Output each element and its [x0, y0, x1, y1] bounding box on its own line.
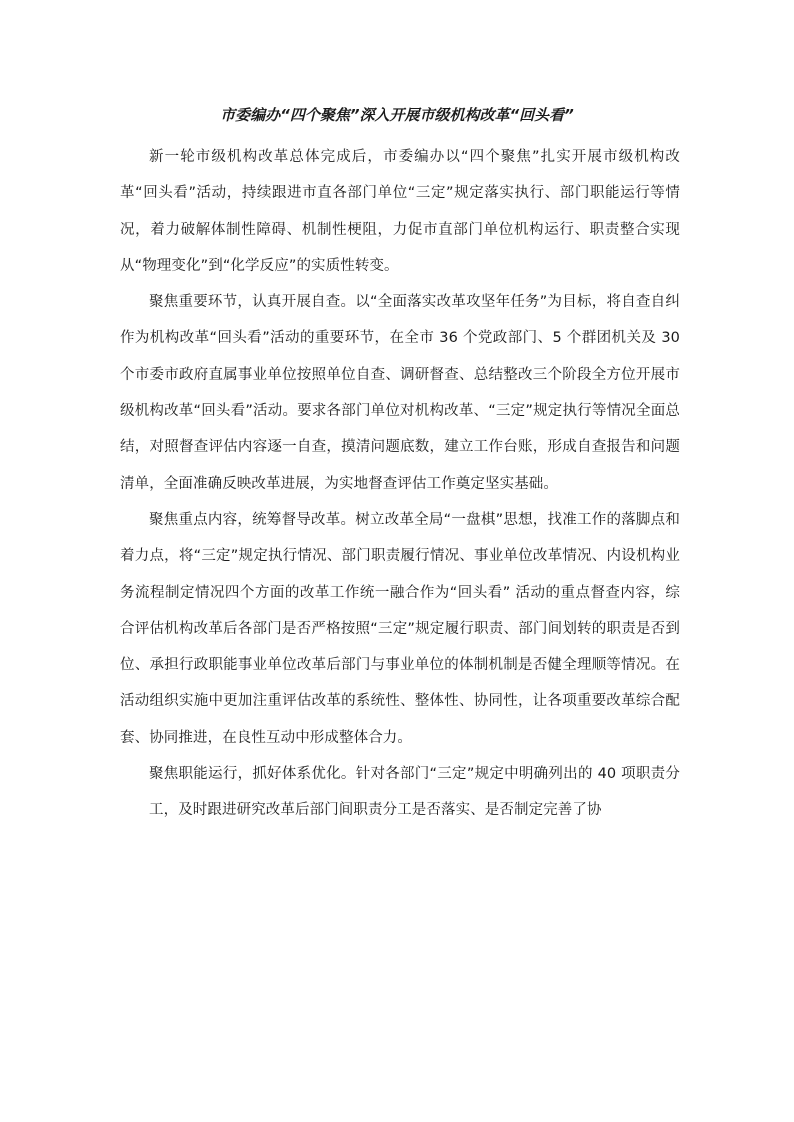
paragraph-key-links: 聚焦重要环节，认真开展自查。以“全面落实改革攻坚年任务”为目标，将自查自纠作为机构改革“回头看”活动的重要环节，在全市 36 个党政部门、5 个群团机关及 30 个市委市政府直属事业单位按照单位自查、调研督查、总结整改三个阶段全方位开展市级机构改革“回头看”活动。要求各部门单位对机构改革、“三定”规定执行等情况全面总结，对照督查评估内容逐一自查，摸清问题底数，建立工作台账，形成自查报告和问题清单，全面准确反映改革进展，为实地督查评估工作奠定坚实基础。 — [120, 294, 680, 492]
paragraph-function-operation: 聚焦职能运行，抓好体系优化。针对各部门“三定”规定中明确列出的 40 项职责分工，及时跟进研究改革后部门间职责分工是否落实、是否制定完善了协 — [149, 766, 680, 819]
document-body — [120, 139, 680, 829]
document-title: 市委编办“四个聚焦”深入开展市级机构改革“回头看” — [220, 106, 574, 124]
paragraph-key-content: 聚焦重点内容，统筹督导改革。树立改革全局“一盘棋”思想，找准工作的落脚点和着力点，将“三定”规定执行情况、部门职责履行情况、事业单位改革情况、内设机构业务流程制定情况四个方面的改革工作统一融合作为“回头看” 活动的重点督查内容，综合评估机构改革后各部门是否严格按照“三定”规定履行职责、部门间划转的职责是否到位、承担行政职能事业单位改革后部门与事业单位的体制机制是否健全理顺等情况。在活动组织实施中更加注重评估改革的系统性、整体性、协同性，让各项重要改革综合配套、协同推进，在良性互动中形成整体合力。 — [120, 511, 680, 746]
paragraph-intro: 新一轮市级机构改革总体完成后，市委编办以“四个聚焦”扎实开展市级机构改革“回头看”活动，持续跟进市直各部门单位“三定”规定落实执行、部门职能运行等情况，着力破解体制性障碍、机制性梗阻，力促市直部门单位机构运行、职责整合实现从“物理变化”到“化学反应”的实质性转变。 — [120, 149, 680, 274]
